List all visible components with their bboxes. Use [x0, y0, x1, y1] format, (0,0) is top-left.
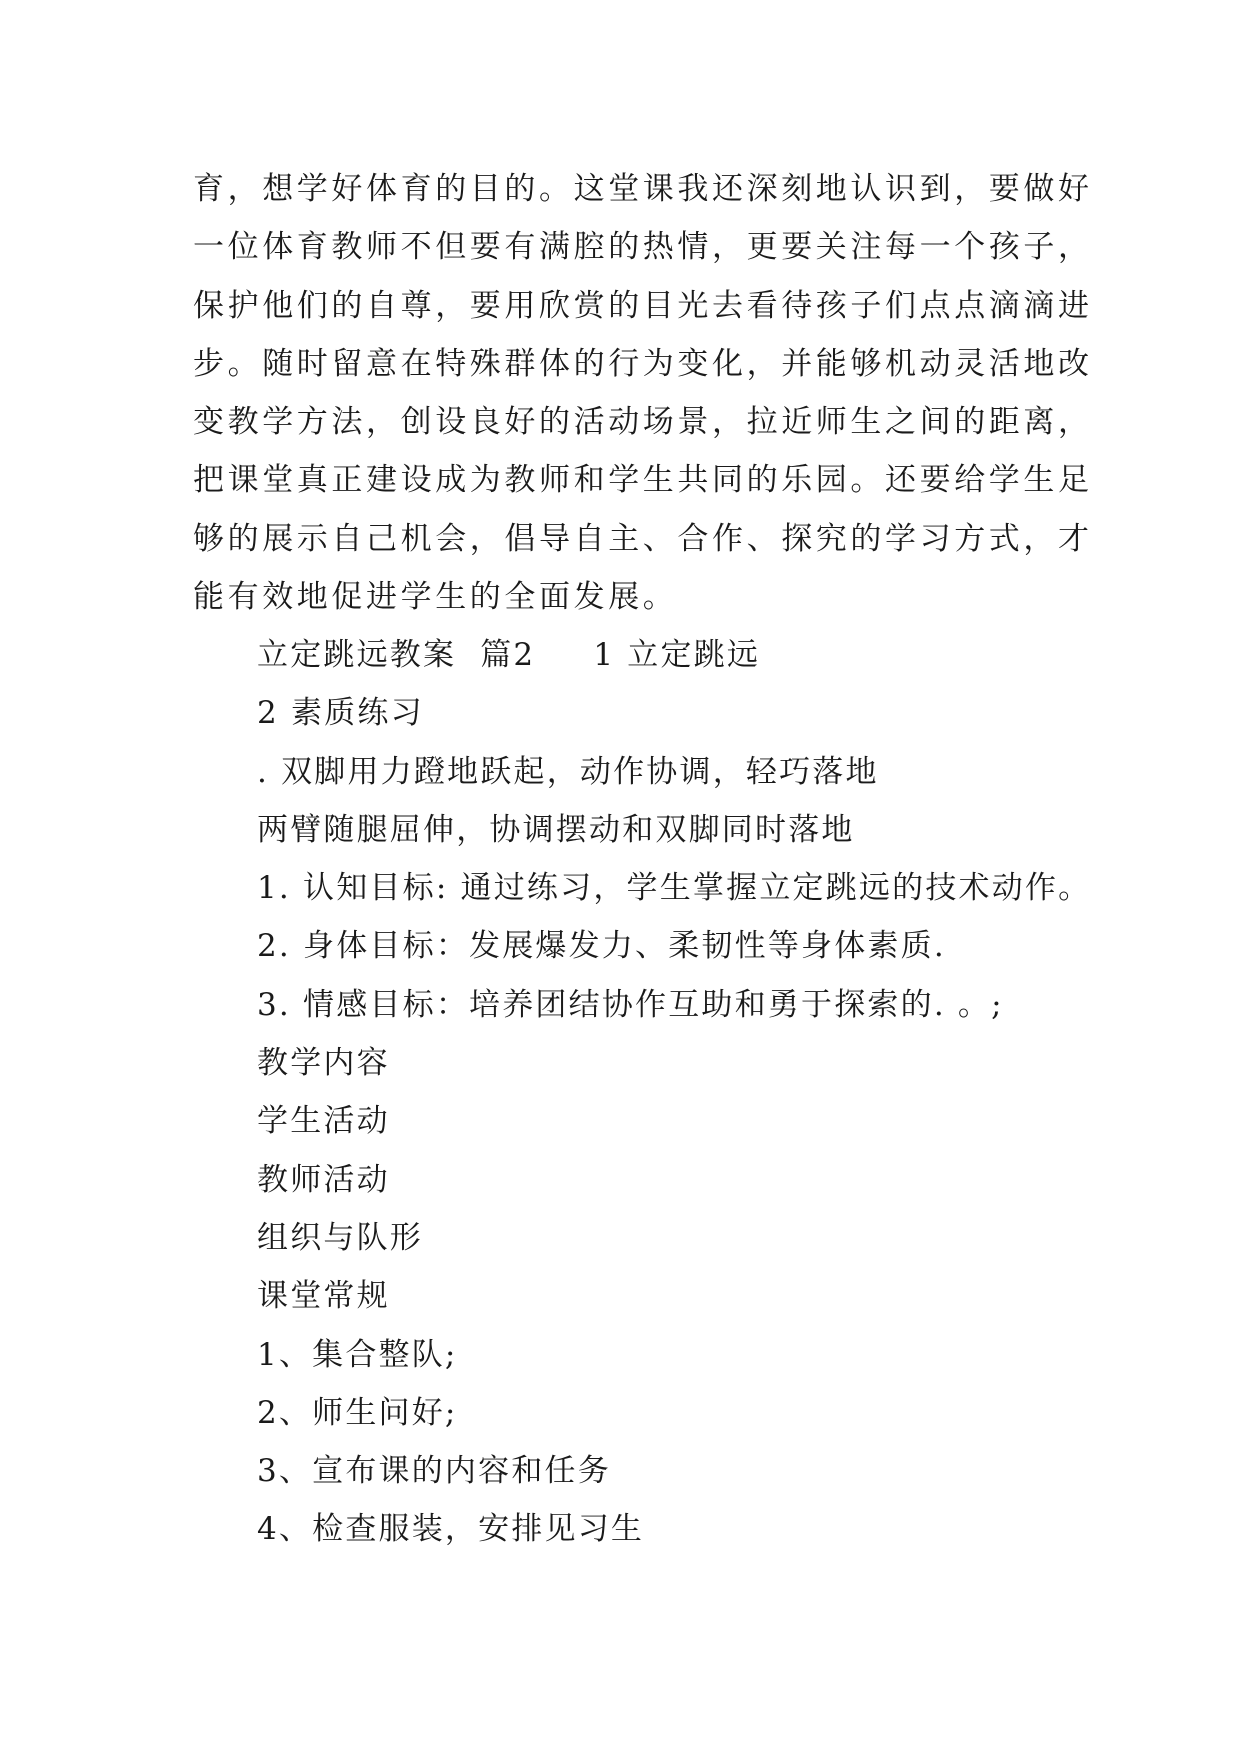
list-item: 教学内容	[257, 1045, 390, 1082]
list-item: . 双脚用力蹬地跃起，动作协调，轻巧落地	[257, 753, 879, 790]
section-title: 立定跳远教案	[257, 637, 457, 673]
objective-item: 3. 情感目标：培养团结协作互助和勇于探索的. 。;	[257, 986, 1004, 1023]
list-item: 教师活动	[257, 1161, 390, 1198]
routine-item: 1、集合整队;	[257, 1336, 458, 1373]
lesson-plan-section	[257, 626, 1117, 1559]
routine-item: 3、宣布课的内容和任务	[257, 1453, 611, 1490]
paragraph-line: 能有效地促进学生的全面发展。	[193, 579, 678, 616]
section-number: 篇2	[480, 637, 536, 673]
paragraph-line: 育，想学好体育的目的。这堂课我还深刻地认识到，要做好	[193, 171, 1093, 207]
section-topic: 1 立定跳远	[593, 637, 761, 673]
list-item: 2 素质练习	[257, 695, 424, 732]
list-item: 两臂随腿屈伸，协调摆动和双脚同时落地	[257, 811, 855, 848]
paragraph-line: 把课堂真正建设成为教师和学生共同的乐园。还要给学生足	[193, 462, 1093, 499]
objective-item: 2. 身体目标：发展爆发力、柔韧性等身体素质.	[257, 928, 946, 965]
list-item: 课堂常规	[257, 1278, 390, 1315]
list-item: 学生活动	[257, 1103, 390, 1140]
list-item: 组织与队形	[257, 1219, 423, 1256]
body-paragraph	[193, 160, 1093, 626]
paragraph-line: 一位体育教师不但要有满腔的热情，更要关注每一个孩子，	[193, 229, 1093, 266]
objective-item: 1. 认知目标: 通过练习，学生掌握立定跳远的技术动作。	[257, 870, 1092, 907]
routine-item: 2、师生问好;	[257, 1394, 458, 1431]
paragraph-line: 变教学方法，创设良好的活动场景，拉近师生之间的距离，	[193, 404, 1093, 441]
section-heading	[257, 626, 1117, 684]
paragraph-line: 保护他们的自尊，要用欣赏的目光去看待孩子们点点滴滴进	[193, 287, 1093, 324]
routine-item: 4、检查服装，安排见习生	[257, 1511, 645, 1548]
paragraph-line: 步。随时留意在特殊群体的行为变化，并能够机动灵活地改	[193, 345, 1093, 382]
paragraph-line: 够的展示自己机会，倡导自主、合作、探究的学习方式，才	[193, 520, 1093, 557]
